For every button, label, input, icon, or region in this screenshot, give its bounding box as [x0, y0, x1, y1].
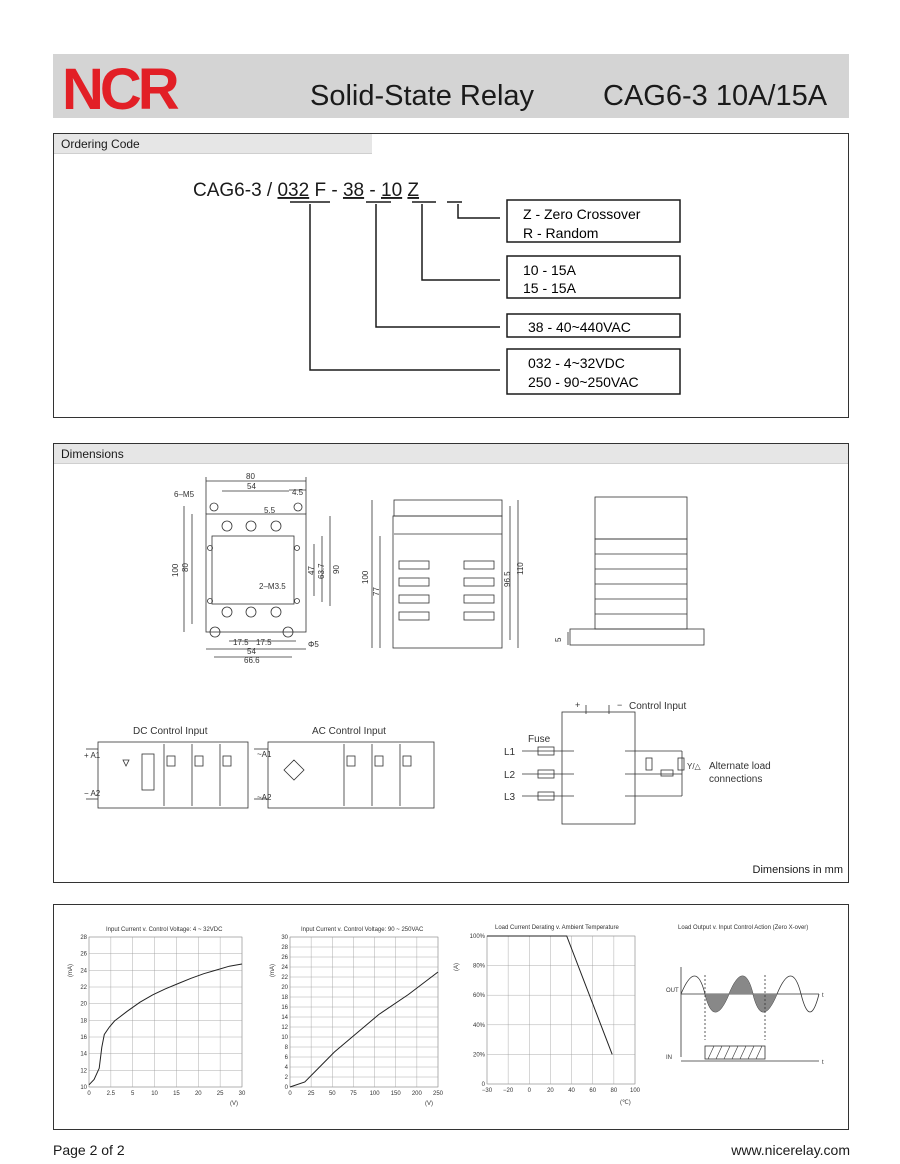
- chart3-ylabel: (A): [454, 963, 460, 971]
- chart2-xtick: 50: [328, 1091, 336, 1097]
- dim-front-54b: 54: [247, 647, 256, 656]
- box-input-line1: 032 - 4~32VDC: [528, 355, 625, 371]
- chart1-title: Input Current v. Control Voltage: 4 ~ 32VDC: [106, 927, 223, 933]
- box-current-line2: 15 - 15A: [523, 280, 576, 296]
- conn-minus: −: [617, 700, 623, 710]
- chart1-series-line: [89, 964, 242, 1085]
- dim-side-965: 96.5: [503, 571, 512, 587]
- chart1-ytick: 20: [80, 1001, 87, 1008]
- dc-control-schematic: [86, 742, 248, 808]
- chart1-xtick: 5: [131, 1091, 135, 1097]
- chart2-ytick: 28: [281, 945, 288, 951]
- chart3-xlabel: (℃): [620, 1100, 631, 1106]
- load-connection-schematic: [522, 705, 684, 824]
- box-current-line1: 10 - 15A: [523, 262, 576, 278]
- chart1-xtick: 2.5: [106, 1091, 116, 1097]
- logo-text: NCR: [62, 62, 176, 114]
- chart3-xtick: −30: [481, 1088, 493, 1094]
- dim-front-54: 54: [247, 482, 256, 491]
- chart2-ytick: 0: [284, 1085, 288, 1091]
- dim-front-80: 80: [246, 472, 255, 481]
- conn-fuse: Fuse: [528, 734, 551, 745]
- chart4-title: Load Output v. Input Control Action (Zero X-over): [678, 925, 809, 931]
- chart2-frame: [290, 937, 438, 1087]
- chart2-ytick: 2: [284, 1075, 288, 1081]
- charts-panel: [53, 904, 849, 1130]
- chart3-ytick: 40%: [472, 1022, 485, 1029]
- chart1-ytick: 12: [80, 1068, 87, 1075]
- dimensions-panel: [53, 443, 849, 883]
- chart2-xtick: 75: [350, 1091, 357, 1097]
- dim-front-45: 4.5: [292, 488, 304, 497]
- chart1-xtick: 20: [194, 1091, 202, 1097]
- ncr-logo: [62, 62, 208, 114]
- chart2-ytick: 30: [281, 935, 288, 941]
- end-view-drawing: [568, 497, 704, 645]
- chart3-xtick: 100: [629, 1088, 641, 1094]
- chart1-ytick: 18: [80, 1018, 87, 1025]
- chart1-xtick: 0: [87, 1091, 91, 1097]
- chart1-xtick: 15: [173, 1091, 180, 1097]
- ac-control-label: AC Control Input: [312, 726, 386, 737]
- chart1-ytick: 24: [80, 968, 87, 975]
- chart2-xtick: 250: [432, 1091, 444, 1097]
- dim-front-m5: 6–M5: [174, 490, 195, 499]
- dimensions-title: Dimensions: [54, 444, 848, 464]
- chart2-ytick: 4: [284, 1065, 288, 1071]
- conn-l3: L3: [504, 792, 516, 803]
- dim-front-666: 66.6: [244, 656, 260, 665]
- chart2-ytick: 20: [281, 985, 288, 991]
- chart1-ytick: 26: [80, 951, 87, 958]
- chart2-ytick: 14: [281, 1015, 288, 1021]
- dim-front-47: 47: [307, 566, 316, 575]
- dim-front-175b: 17.5: [256, 638, 272, 647]
- code-part-prefix: CAG6-3 /: [193, 180, 278, 201]
- conn-alt1: Alternate load: [709, 761, 771, 772]
- dim-side-77: 77: [372, 587, 381, 596]
- chart2-xtick: 100: [369, 1091, 380, 1097]
- chart2-ylabel: (mA): [270, 964, 276, 977]
- chart1-ytick: 16: [80, 1035, 87, 1041]
- code-part-f: F -: [309, 180, 343, 201]
- conn-ydelta: Y/△: [687, 762, 701, 771]
- dim-front-phi5: Φ5: [308, 640, 319, 649]
- dimensions-drawings: [54, 444, 850, 884]
- chart2-ytick: 22: [281, 975, 288, 981]
- ordering-code-panel: [53, 133, 849, 418]
- chart4-t1: t: [822, 993, 824, 999]
- chart2-xtick: 25: [307, 1091, 315, 1097]
- page-number: Page 2 of 2: [53, 1142, 125, 1158]
- dc-control-label: DC Control Input: [133, 726, 208, 737]
- dim-side-100: 100: [361, 570, 370, 584]
- chart1-frame: [89, 937, 242, 1087]
- chart2-ytick: 18: [281, 995, 288, 1001]
- ac-a2: ~A2: [257, 793, 272, 802]
- dc-a2: − A2: [84, 789, 101, 798]
- chart4-t2: t: [822, 1060, 824, 1066]
- chart3-xtick: 80: [610, 1088, 618, 1094]
- dimensions-note: Dimensions in mm: [752, 864, 843, 876]
- chart2-xtick: 200: [411, 1091, 422, 1097]
- ordering-code-string: [193, 180, 419, 201]
- chart3-xtick: −20: [503, 1088, 514, 1094]
- chart2-xtick: 0: [288, 1091, 292, 1097]
- chart3-frame: [487, 936, 635, 1084]
- chart3-ytick: 100%: [469, 934, 485, 940]
- chart1-ytick: 14: [80, 1051, 87, 1058]
- conn-l2: L2: [504, 770, 516, 781]
- chart1-ytick: 10: [80, 1085, 87, 1091]
- chart4-out: OUT: [666, 988, 679, 994]
- chart3-ytick: 60%: [472, 993, 485, 1000]
- product-name: Solid-State Relay: [310, 80, 535, 112]
- dim-side-110: 110: [516, 562, 525, 575]
- chart2-title: Input Current v. Control Voltage: 90 ~ 250VAC: [301, 927, 424, 933]
- chart3-xtick: 0: [527, 1088, 531, 1094]
- chart1-ytick: 22: [80, 985, 87, 991]
- chart2-ytick: 8: [284, 1045, 288, 1051]
- box-input-line2: 250 - 90~250VAC: [528, 374, 639, 390]
- chart1-xtick: 30: [238, 1091, 246, 1097]
- chart2-ytick: 24: [281, 965, 288, 971]
- conn-alt2: connections: [709, 774, 763, 785]
- chart2-xlabel: (V): [425, 1101, 433, 1107]
- conn-l1: L1: [504, 747, 516, 758]
- chart3-title: Load Current Derating v. Ambient Temperature: [495, 925, 619, 931]
- website-url[interactable]: www.nicerelay.com: [731, 1142, 850, 1158]
- dim-front-90: 90: [332, 565, 341, 574]
- charts-svg: [54, 905, 850, 1131]
- chart2-ytick: 6: [284, 1055, 288, 1061]
- chart1-xtick: 25: [216, 1091, 224, 1097]
- model-name: CAG6-3 10A/15A: [603, 80, 828, 112]
- dim-end-5: 5: [554, 637, 563, 642]
- code-part-current: 10: [381, 180, 403, 201]
- chart2-ytick: 16: [281, 1005, 288, 1011]
- ordering-code-title: Ordering Code: [54, 134, 372, 154]
- dim-front-80v: 80: [181, 563, 190, 572]
- chart1-xtick: 10: [151, 1091, 158, 1097]
- chart1-xlabel: (V): [230, 1101, 238, 1107]
- box-voltage-line1: 38 - 40~440VAC: [528, 319, 631, 335]
- box-switch-line1: Z - Zero Crossover: [523, 206, 641, 222]
- code-part-sep: -: [364, 180, 381, 201]
- chart2-ytick: 26: [281, 955, 288, 961]
- box-switch-line2: R - Random: [523, 225, 599, 241]
- chart4-in: IN: [666, 1055, 672, 1061]
- chart2-ytick: 10: [281, 1035, 288, 1041]
- dim-front-100: 100: [171, 563, 180, 577]
- conn-control-input: Control Input: [629, 701, 687, 712]
- chart2-xtick: 150: [390, 1091, 401, 1097]
- code-part-input: 032: [277, 180, 310, 201]
- dim-front-m35: 2–M3.5: [259, 582, 286, 591]
- chart3-xtick: 60: [589, 1088, 597, 1094]
- chart1-ytick: 28: [80, 935, 87, 941]
- side-view-drawing: [372, 500, 518, 648]
- dc-a1: + A1: [84, 751, 101, 760]
- chart4-waveform: [681, 967, 819, 1061]
- ac-a1: ~A1: [257, 750, 272, 759]
- chart3-xtick: 20: [547, 1088, 554, 1094]
- chart3-ytick: 20%: [472, 1052, 485, 1059]
- chart3-ytick: 80%: [472, 963, 485, 970]
- chart2-series-line: [290, 972, 438, 1087]
- dim-front-55: 5.5: [264, 506, 276, 515]
- ac-control-schematic: [254, 742, 434, 808]
- chart3-ytick: 0: [481, 1082, 485, 1088]
- chart3-xtick: 40: [568, 1088, 575, 1094]
- conn-plus: +: [575, 700, 581, 710]
- dim-front-175a: 17.5: [233, 638, 249, 647]
- chart2-ytick: 12: [281, 1025, 288, 1031]
- code-part-voltage: 38: [342, 180, 365, 201]
- dim-front-637: 63.7: [317, 563, 326, 579]
- chart1-ylabel: (mA): [68, 964, 74, 977]
- ordering-code-diagram: [54, 134, 850, 419]
- code-part-switch: Z: [407, 180, 420, 201]
